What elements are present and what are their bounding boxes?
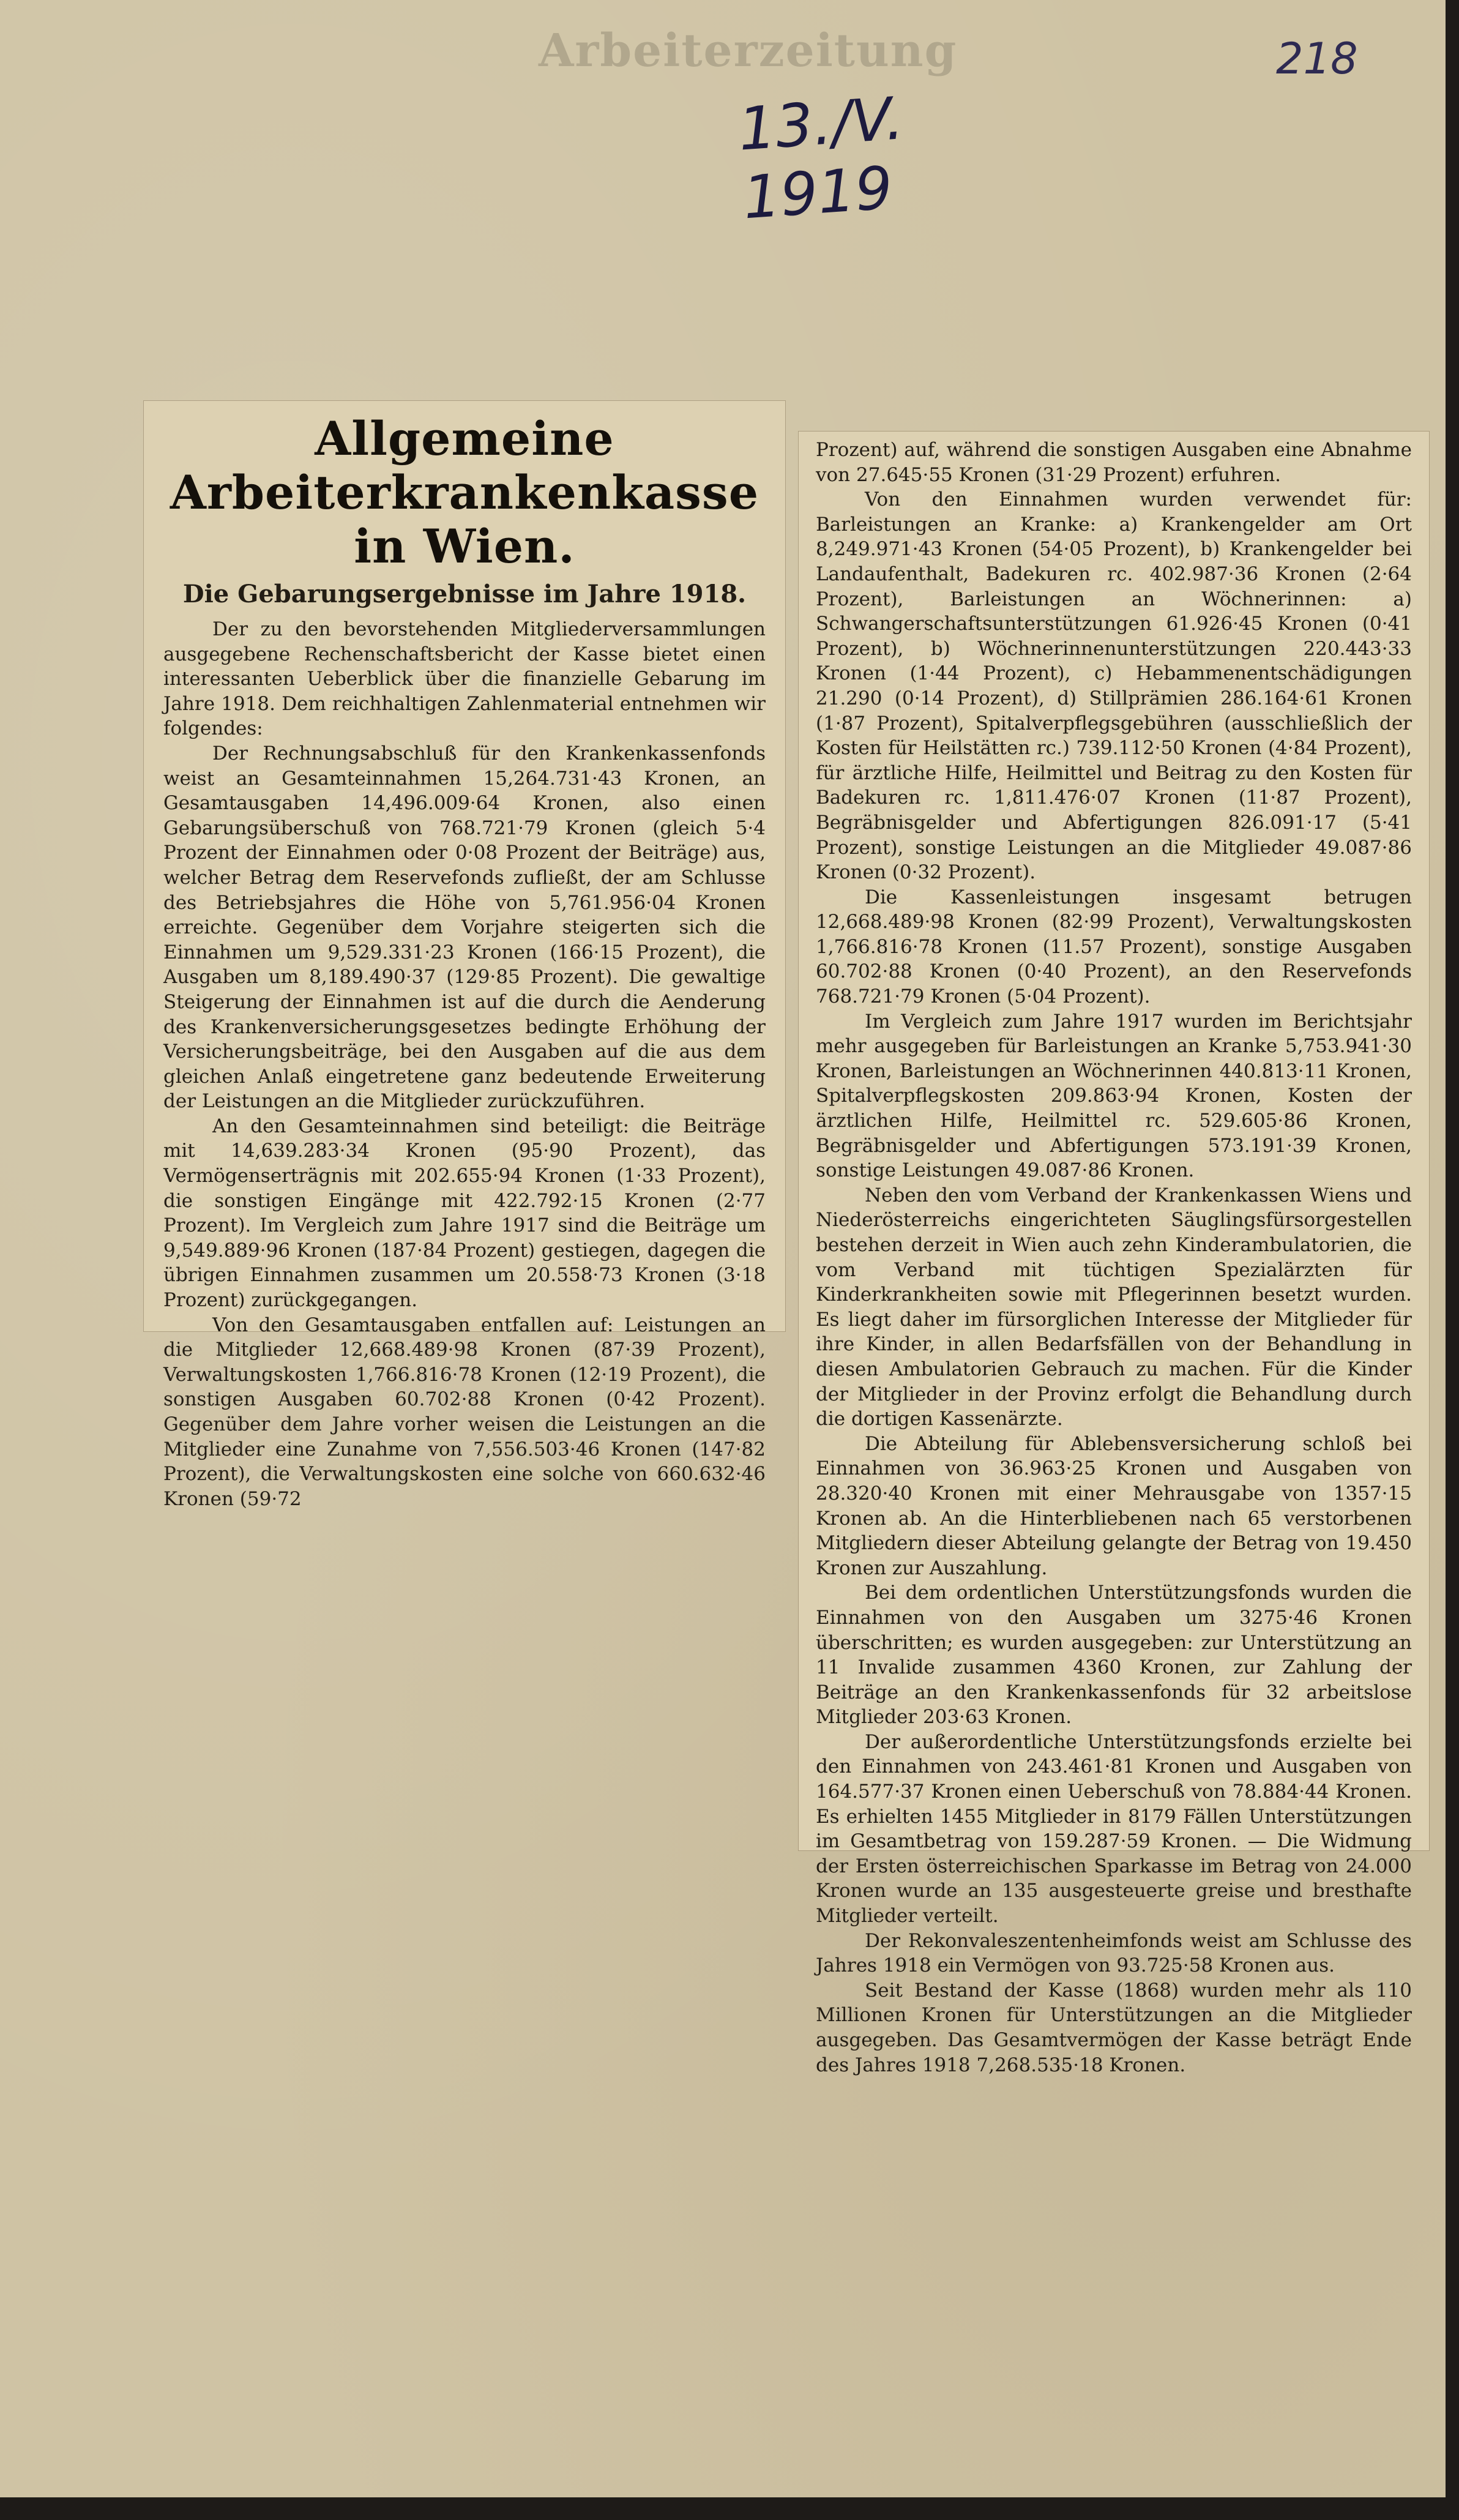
page-number: 218 bbox=[1276, 34, 1358, 84]
handwritten-date: 13./V. 1919 bbox=[736, 84, 906, 233]
paragraph: Der zu den bevorstehenden Mitgliederversammlungen ausgegebene Rechenschaftsbericht der Kasse bietet einen interessanten Ueberblick über die finanzielle Gebarung im Jahre 1918. Dem reichhaltigen Zahlenmaterial entnehmen wir folgendes: bbox=[163, 618, 766, 740]
paragraph: Im Vergleich zum Jahre 1917 wurden im Berichtsjahr mehr ausgegeben für Barleistungen an Kranke 5,753.941·30 Kronen, Barleistungen an Wöchnerinnen 440.813·11 Kronen, Spitalverpflegskosten 209.863·94 Kronen, Kosten der ärztlichen Hilfe, Heilmittel rc. 529.605·86 Kronen, Begräbnisgelder und Abfertigungen 573.191·39 Kronen, sonstige Leistungen 49.087·86 Kronen. bbox=[816, 1010, 1412, 1182]
newspaper-stamp: Arbeiterzeitung bbox=[539, 24, 958, 77]
paragraph: Der außerordentliche Unterstützungsfonds erzielte bei den Einnahmen von 243.461·81 Kronen und Ausgaben von 164.577·37 Kronen einen Ueberschuß von 78.884·44 Kronen. Es erhielten 1455 Mitglieder in 8179 Fällen Unterstützungen im Gesamtbetrag von 159.287·59 Kronen. — Die Widmung der Ersten österreichischen Sparkasse im Betrag von 24.000 Kronen wurde an 135 ausgesteuerte greise und bresthafte Mitglieder verteilt. bbox=[816, 1730, 1412, 1927]
article-subheadline: Die Gebarungsergebnisse im Jahre 1918. bbox=[182, 580, 747, 608]
paragraph: Von den Einnahmen wurden verwendet für: Barleistungen an Kranke: a) Krankengelder am Ort 8,249.971·43 Kronen (54·05 Prozent), b) Krankengelder bei Landaufenthalt, Badekuren rc. 402.987·36 Kronen (2·64 Prozent), Barleistungen an Wöchnerinnen: a) Schwangerschaftsunterstützungen 61.926·45 Kronen (0·41 Prozent), b) Wöchnerinnenunterstützungen 220.443·33 Kronen (1·44 Prozent), c) Hebammenentschädigungen 21.290 (0·14 Prozent), d) Stillprämien 286.164·61 Kronen (1·87 Prozent), Spitalverpflegsgebühren (ausschließlich der Kosten für Heilstätten rc.) 739.112·50 Kronen (4·84 Prozent), für ärztliche Hilfe, Heilmittel und Beitrag zu den Kosten für Badekuren rc. 1,811.476·07 Kronen (11·87 Prozent), Begräbnisgelder und Abfertigungen 826.091·17 (5·41 Prozent), sonstige Leistungen an die Mitglieder 49.087·86 Kronen (0·32 Prozent). bbox=[816, 488, 1412, 884]
paragraph: Der Rechnungsabschluß für den Krankenkassenfonds weist an Gesamteinnahmen 15,264.731·43 Kronen, an Gesamtausgaben 14,496.009·64 Kronen, also einen Gebarungsüberschuß von 768.721·79 Kronen (gleich 5·4 Prozent der Einnahmen oder 0·08 Prozent der Beiträge) aus, welcher Betrag dem Reservefonds zufließt, der am Schlusse des Betriebsjahres die Höhe von 5,761.956·04 Kronen erreichte. Gegenüber dem Vorjahre steigerten sich die Einnahmen um 9,529.331·23 Kronen (166·15 Prozent), die Ausgaben um 8,189.490·37 (129·85 Prozent). Die gewaltige Steigerung der Einnahmen ist auf die durch die Aenderung des Krankenversicherungsgesetzes bedingte Erhöhung der Versicherungsbeiträge, bei den Ausgaben auf die aus dem gleichen Anlaß eingetretene ganz bedeutende Erweiterung der Leistungen an die Mitglieder zurückzuführen. bbox=[163, 742, 766, 1113]
scan-edge-right bbox=[1446, 0, 1459, 2520]
paragraph: Seit Bestand der Kasse (1868) wurden mehr als 110 Millionen Kronen für Unterstützungen an die Mitglieder ausgegeben. Das Gesamtvermögen der Kasse beträgt Ende des Jahres 1918 7,268.535·18 Kronen. bbox=[816, 1979, 1412, 2076]
paragraph: Die Abteilung für Ablebensversicherung schloß bei Einnahmen von 36.963·25 Kronen und Ausgaben von 28.320·40 Kronen mit einer Mehrausgabe von 1357·15 Kronen ab. An die Hinterbliebenen nach 65 verstorbenen Mitgliedern dieser Abteilung gelangte der Betrag von 19.450 Kronen zur Auszahlung. bbox=[816, 1432, 1412, 1579]
clipping-right-column bbox=[799, 432, 1429, 2076]
paragraph: Der Rekonvaleszentenheimfonds weist am Schlusse des Jahres 1918 ein Vermögen von 93.725·58 Kronen aus. bbox=[816, 1929, 1412, 1977]
paragraph: An den Gesamteinnahmen sind beteiligt: die Beiträge mit 14,639.283·34 Kronen (95·90 Prozent), das Vermögenserträgnis mit 202.655·94 Kronen (1·33 Prozent), die sonstigen Eingänge mit 422.792·15 Kronen (2·77 Prozent). Im Vergleich zum Jahre 1917 sind die Beiträge um 9,549.889·96 Kronen (187·84 Prozent) gestiegen, dagegen die übrigen Einnahmen zusammen um 20.558·73 Kronen (3·18 Prozent) zurückgegangen. bbox=[163, 1115, 766, 1312]
paragraph: Prozent) auf, während die sonstigen Ausgaben eine Abnahme von 27.645·55 Kronen (31·29 Prozent) erfuhren. bbox=[816, 439, 1412, 486]
paragraph: Bei dem ordentlichen Unterstützungsfonds wurden die Einnahmen von den Ausgaben um 3275·46 Kronen überschritten; es wurden ausgegeben: zur Unterstützung an 11 Invalide zusammen 4360 Kronen, zur Zahlung der Beiträge an den Krankenkassenfonds für 32 arbeitslose Mitglieder 203·63 Kronen. bbox=[816, 1582, 1412, 1729]
clipping-left-column bbox=[144, 401, 785, 1510]
paragraph: Die Kassenleistungen insgesamt betrugen 12,668.489·98 Kronen (82·99 Prozent), Verwaltungskosten 1,766.816·78 Kronen (11.57 Prozent), sonstige Ausgaben 60.702·88 Kronen (0·40 Prozent), an den Reservefonds 768.721·79 Kronen (5·04 Prozent). bbox=[816, 886, 1412, 1008]
scan-edge-bottom bbox=[0, 2497, 1459, 2520]
article-headline: Allgemeine Arbeiterkrankenkasse in Wien. bbox=[170, 411, 759, 574]
paragraph: Neben den vom Verband der Krankenkassen Wiens und Niederösterreichs eingerichteten Säuglingsfürsorgestellen bestehen derzeit in Wien auch zehn Kinderambulatorien, die vom Verband mit tüchtigen Spezialärzten für Kinderkrankheiten sowie mit Pflegerinnen besetzt wurden. Es liegt daher im fürsorglichen Interesse der Mitglieder für ihre Kinder, in allen Bedarfsfällen von der Behandlung in diesen Ambulatorien Gebrauch zu machen. Für die Kinder der Mitglieder in der Provinz erfolgt die Behandlung durch die dortigen Kassenärzte. bbox=[816, 1184, 1412, 1430]
paragraph: Von den Gesamtausgaben entfallen auf: Leistungen an die Mitglieder 12,668.489·98 Kronen (87·39 Prozent), Verwaltungskosten 1,766.816·78 Kronen (12·19 Prozent), die sonstigen Ausgaben 60.702·88 Kronen (0·42 Prozent). Gegenüber dem Jahre vorher weisen die Leistungen an die Mitglieder eine Zunahme von 7,556.503·46 Kronen (147·82 Prozent), die Verwaltungskosten eine solche von 660.632·46 Kronen (59·72 bbox=[163, 1314, 766, 1510]
